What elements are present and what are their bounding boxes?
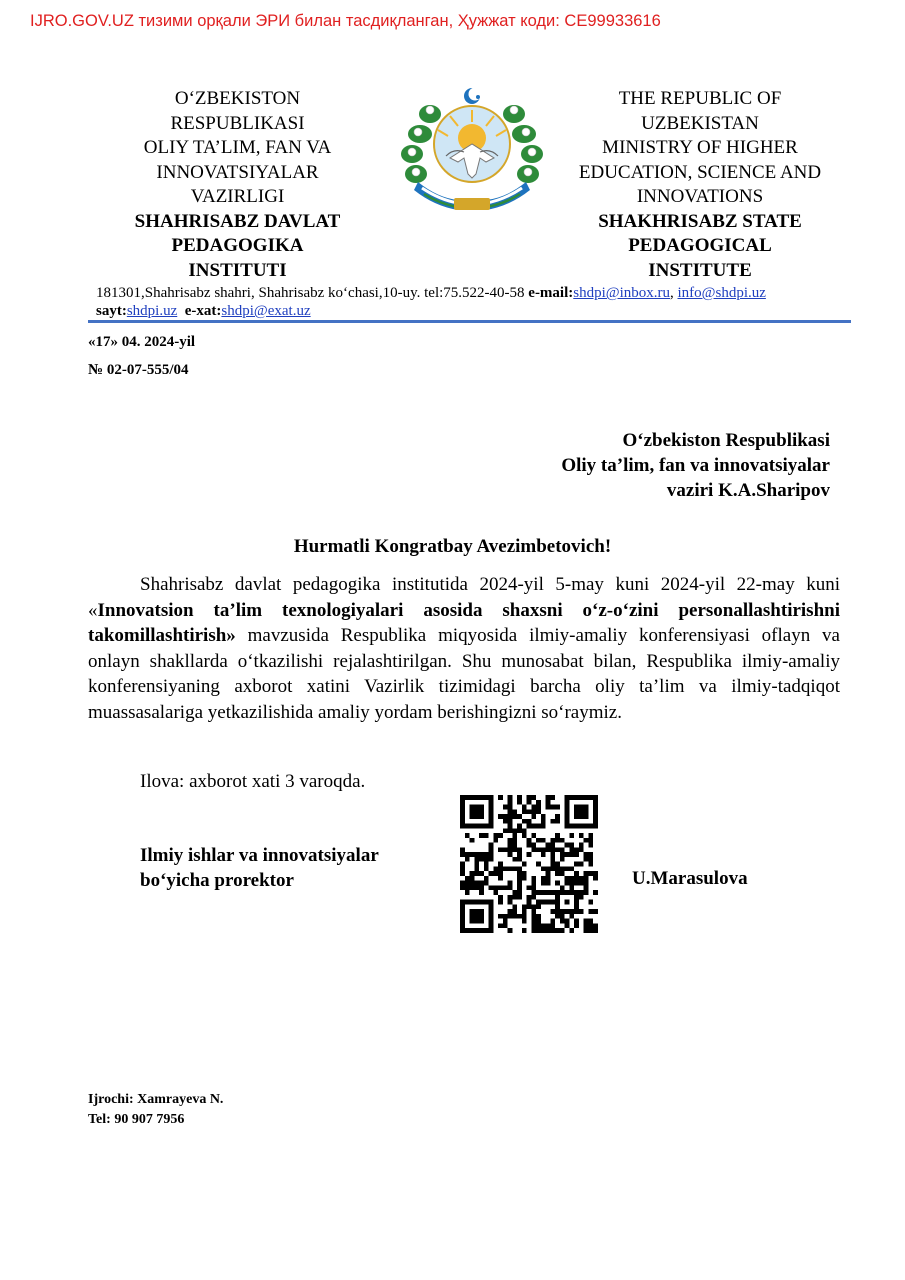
addressee-line: vaziri K.A.Sharipov	[666, 480, 830, 501]
header-line: OLIY TA’LIM, FAN VA	[143, 137, 332, 158]
header-line: INNOVATSIYALAR	[156, 161, 319, 183]
address-line-1	[96, 284, 766, 302]
header-line: UZBEKISTAN	[641, 112, 759, 134]
institute-name-line: PEDAGOGIKA	[171, 235, 304, 256]
header-line: RESPUBLIKASI	[170, 112, 305, 134]
header-line: VAZIRLIGI	[190, 186, 285, 207]
state-emblem-icon	[398, 82, 546, 214]
header-right-en	[555, 87, 845, 283]
conference-title: Innovatsion ta’lim texnologiyalari asosida shaxsni o‘z-o‘zini personallashtirishni takomillashtirish»	[88, 599, 840, 646]
signatory-name: U.Marasulova	[632, 868, 748, 889]
email-link-info[interactable]: info@shdpi.uz	[677, 285, 766, 301]
header-line: MINISTRY OF HIGHER	[602, 137, 798, 158]
address-line-2	[96, 302, 766, 320]
site-label: sayt:	[96, 303, 127, 319]
exat-label: e-xat:	[184, 303, 222, 319]
qr-code-icon	[460, 795, 598, 933]
header-left-uz	[110, 87, 365, 283]
salutation: Hurmatli Kongratbay Avezimbetovich!	[293, 536, 612, 557]
signatory-title-line: bo‘yicha prorektor	[140, 870, 294, 891]
address-text: 181301,Shahrisabz shahri, Shahrisabz ko‘chasi,10-uy. tel:75.522-40-58	[96, 285, 529, 301]
site-link[interactable]: shdpi.uz	[126, 303, 178, 319]
addressee-line: Oliy ta’lim, fan va innovatsiyalar	[561, 455, 830, 476]
email-link-inbox[interactable]: shdpi@inbox.ru	[573, 285, 670, 301]
executor-phone: Tel: 90 907 7956	[88, 1112, 185, 1127]
header-line: INNOVATIONS	[636, 186, 764, 207]
institute-name-line: INSTITUTE	[648, 259, 752, 281]
header-divider	[88, 320, 851, 323]
signatory-title-line: Ilmiy ishlar va innovatsiyalar	[140, 845, 379, 866]
attachment-note: Ilova: axborot xati 3 varoqda.	[140, 771, 366, 792]
executor-name: Ijrochi: Xamrayeva N.	[88, 1092, 224, 1107]
document-date: «17» 04. 2024-yil	[88, 334, 196, 350]
email-separator: ,	[670, 285, 678, 301]
header-line: THE REPUBLIC OF	[618, 88, 782, 109]
body-text-end: mavzusida Respublika miqyosida ilmiy-amaliy konferensiyasi oflayn va onlayn shakllarda o‘tkazilishi rejalashtirilgan. Shu munosabat bilan, Respublika ilmiy-amaliy konferensiyaning axborot xatini Vazirlik tizimidagi barcha oliy ta’lim va ilmiy-tadqiqot muassasalariga yetkazilishida amaliy yordam berishingizni so‘raymiz.	[88, 625, 840, 723]
letter-body	[88, 572, 840, 725]
executor-info	[88, 1090, 223, 1130]
exat-link[interactable]: shdpi@exat.uz	[221, 303, 311, 319]
header-line: O‘ZBEKISTON	[174, 88, 301, 109]
institute-name-line: SHAHRISABZ DAVLAT	[134, 210, 341, 232]
signatory-title	[140, 843, 379, 893]
institute-name-line: INSTITUTI	[188, 259, 287, 281]
verification-banner: IJRO.GOV.UZ тизими орқали ЭРИ билан тасдиқланган, Ҳужжат коди: CE99933616	[30, 12, 661, 30]
addressee-line: O‘zbekiston Respublikasi	[622, 430, 830, 451]
body-text-start: Shahrisabz davlat pedagogika institutida 2024-yil 5-may kuni 2024-yil 22-may kuni «	[88, 574, 840, 621]
document-number: № 02-07-555/04	[88, 362, 189, 378]
institute-name-line: PEDAGOGICAL	[628, 235, 772, 256]
email-label: e-mail:	[528, 285, 574, 301]
institute-name-line: SHAKHRISABZ STATE	[598, 210, 802, 232]
addressee-block	[561, 428, 830, 503]
contact-address	[96, 284, 766, 320]
header-line: EDUCATION, SCIENCE AND	[578, 161, 822, 183]
